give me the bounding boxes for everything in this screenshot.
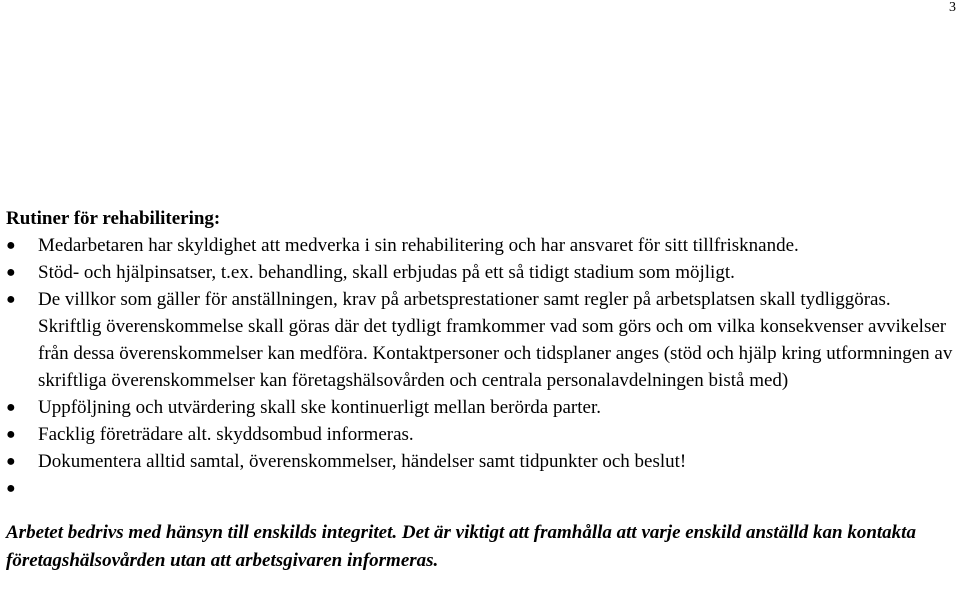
bullet-icon: ● (6, 237, 16, 254)
list-item (6, 286, 956, 394)
list-item-text: Facklig företrädare alt. skyddsombud informeras. (38, 424, 414, 445)
bullet-icon: ● (6, 399, 16, 416)
list-item (6, 232, 956, 259)
bullet-icon: ● (6, 291, 16, 308)
list-item (6, 448, 956, 475)
list-item (6, 394, 956, 421)
bullet-icon: ● (6, 264, 16, 281)
bullet-icon: ● (6, 426, 16, 443)
page-number: 3 (949, 0, 956, 15)
list-item (6, 421, 956, 448)
integrity-note: Arbetet bedrivs med hänsyn till enskilds integritet. Det är viktigt att framhålla att varje enskild anställd kan kontakta företagshälsovården utan att arbetsgivaren informeras. (6, 522, 916, 571)
bullet-icon: ● (6, 480, 16, 497)
rehabilitation-routine-list (6, 232, 956, 502)
document-body (6, 205, 956, 575)
list-item-text: Stöd- och hjälpinsatser, t.ex. behandling, skall erbjudas på ett så tidigt stadium som möjligt. (38, 262, 735, 283)
bullet-icon: ● (6, 453, 16, 470)
list-item-text: Uppföljning och utvärdering skall ske kontinuerligt mellan berörda parter. (38, 397, 601, 418)
list-item-empty (6, 475, 956, 502)
list-item-text: Medarbetaren har skyldighet att medverka i sin rehabilitering och har ansvaret för sitt tillfrisknande. (38, 235, 799, 256)
section-heading: Rutiner för rehabilitering: (6, 208, 221, 229)
list-item (6, 259, 956, 286)
list-item-text: Dokumentera alltid samtal, överenskommelser, händelser samt tidpunkter och beslut! (38, 451, 687, 472)
list-item-text: De villkor som gäller för anställningen, krav på arbetsprestationer samt regler på arbetsplatsen skall tydliggöras. Skriftlig överenskommelse skall göras där det tydligt framkommer vad som görs och om vilka konsekvenser avvikelser från dessa överenskommelser kan medföra. Kontaktpersoner och tidsplaner anges (stöd och hjälp kring utformningen av skriftliga överenskommelser kan företagshälsovården och centrala personalavdelningen bistå med) (38, 289, 953, 391)
